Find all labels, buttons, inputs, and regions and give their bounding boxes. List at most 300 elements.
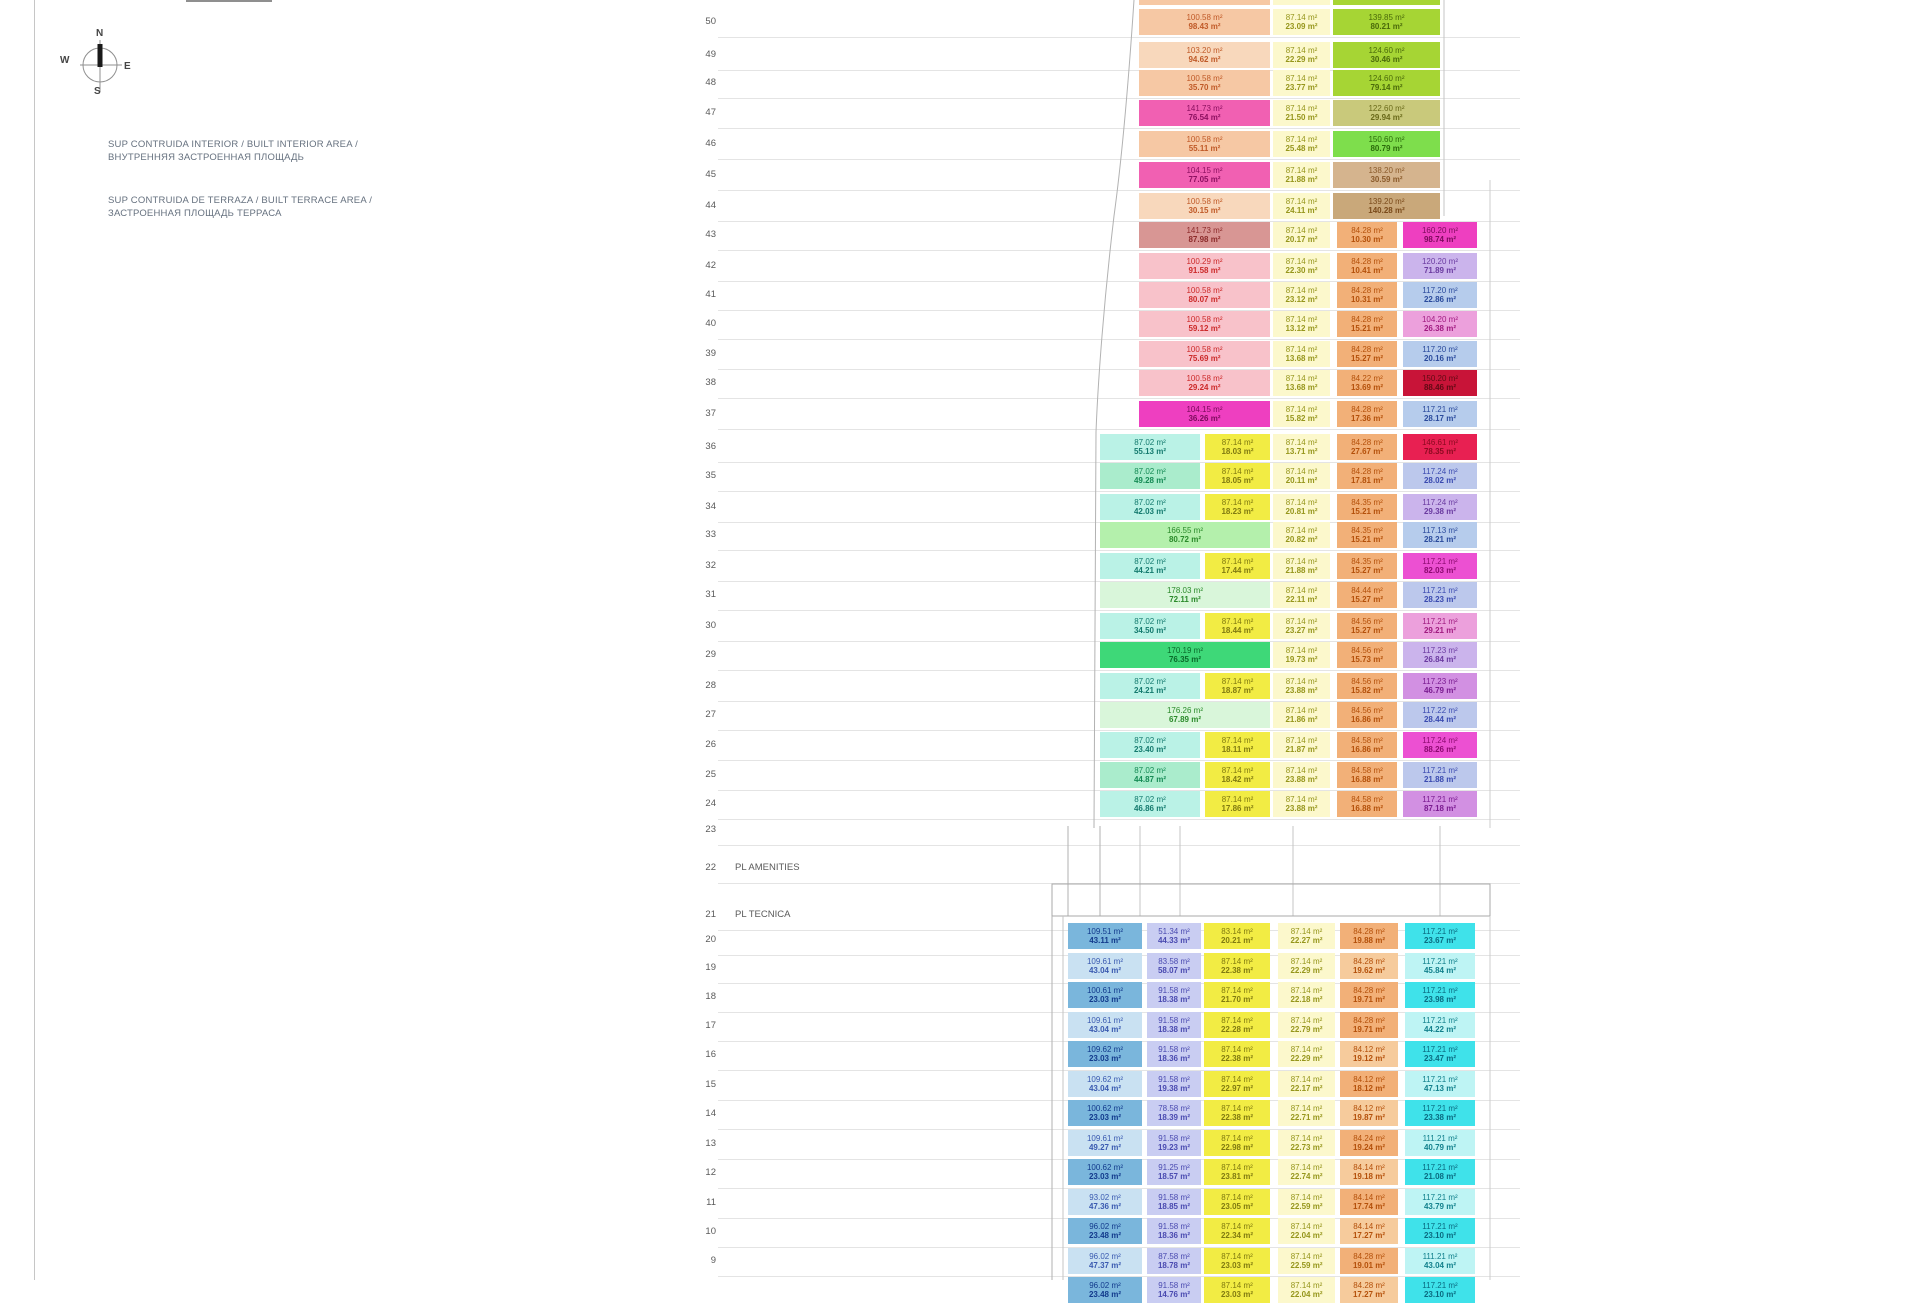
grid-line: [718, 610, 1520, 611]
area-cell: [1205, 463, 1270, 489]
interior-area-value: 87.14 m²: [1221, 765, 1254, 775]
terrace-area-value: 19.71 m²: [1352, 1025, 1386, 1034]
interior-area-value: 87.14 m²: [1285, 45, 1318, 55]
area-cell: [1100, 494, 1200, 520]
area-cell: [1278, 953, 1335, 979]
terrace-area-value: 18.85 m²: [1157, 1202, 1191, 1211]
interior-area-value: 87.02 m²: [1134, 735, 1166, 745]
terrace-area-value: 19.18 m²: [1352, 1172, 1386, 1181]
interior-area-value: 104.15 m²: [1186, 165, 1223, 175]
interior-area-value: 109.51 m²: [1086, 926, 1124, 936]
terrace-area-value: 44.33 m²: [1157, 936, 1191, 945]
area-cell: [1205, 553, 1270, 579]
grid-line: [718, 730, 1520, 731]
floor-number: 26: [705, 739, 716, 750]
interior-area-value: 87.14 m²: [1285, 196, 1318, 206]
area-cell: [1278, 982, 1335, 1008]
floor-number: 28: [705, 680, 716, 691]
terrace-area-value: 18.38 m²: [1157, 1025, 1191, 1034]
interior-area-value: 117.20 m²: [1422, 285, 1458, 295]
area-cell: [1205, 613, 1270, 639]
terrace-area-value: 23.81 m²: [1220, 1172, 1254, 1181]
area-cell: [1278, 923, 1335, 949]
area-cell: [1333, 131, 1440, 157]
terrace-area-value: 21.08 m²: [1423, 1172, 1457, 1181]
terrace-area-value: 13.12 m²: [1285, 324, 1318, 333]
interior-area-value: 87.14 m²: [1285, 466, 1318, 476]
area-cell: [1147, 1041, 1201, 1067]
interior-area-value: 100.58 m²: [1186, 344, 1223, 354]
terrace-area-value: 15.21 m²: [1350, 507, 1384, 516]
area-cell: [1405, 1012, 1475, 1038]
interior-area-value: 93.02 m²: [1089, 1192, 1121, 1202]
terrace-area-value: 21.88 m²: [1285, 175, 1318, 184]
terrace-area-value: 23.09 m²: [1285, 22, 1318, 31]
terrace-area-value: 40.79 m²: [1423, 1143, 1457, 1152]
area-cell: [1333, 9, 1440, 35]
compass-south-label: S: [94, 86, 101, 97]
interior-area-value: 96.02 m²: [1089, 1221, 1121, 1231]
interior-area-value: 87.14 m²: [1290, 1280, 1323, 1290]
area-cell: [1337, 732, 1397, 758]
interior-area-value: 91.58 m²: [1158, 1192, 1190, 1202]
area-cell: [1337, 434, 1397, 460]
area-cell: [1403, 311, 1477, 337]
floor-number: 19: [705, 962, 716, 973]
area-cell: [1405, 1071, 1475, 1097]
terrace-area-value: 13.68 m²: [1285, 354, 1318, 363]
interior-area-value: 100.62 m²: [1086, 1162, 1124, 1172]
terrace-area-value: 15.27 m²: [1350, 566, 1384, 575]
area-cell: [1337, 341, 1397, 367]
area-cell: [1139, 253, 1270, 279]
terrace-area-value: 19.71 m²: [1352, 995, 1386, 1004]
grid-line: [718, 98, 1520, 99]
interior-area-value: 117.21 m²: [1422, 1103, 1458, 1113]
grid-line: [718, 310, 1520, 311]
terrace-area-value: 16.86 m²: [1350, 715, 1384, 724]
interior-area-value: 117.21 m²: [1422, 556, 1458, 566]
floor-number: 38: [705, 377, 716, 388]
area-cell: [1273, 522, 1330, 548]
area-cell: [1204, 1130, 1270, 1156]
grid-line: [718, 221, 1520, 222]
area-cell: [1403, 434, 1477, 460]
interior-area-value: 117.13 m²: [1422, 525, 1458, 535]
terrace-area-value: 20.16 m²: [1423, 354, 1457, 363]
area-cell: [1273, 370, 1330, 396]
area-cell: [1403, 494, 1477, 520]
interior-area-value: 109.62 m²: [1086, 1074, 1124, 1084]
area-cell: [1204, 1012, 1270, 1038]
floor-number: 15: [705, 1079, 716, 1090]
interior-area-value: 87.14 m²: [1290, 1221, 1323, 1231]
terrace-area-value: 22.79 m²: [1290, 1025, 1323, 1034]
terrace-area-value: 23.88 m²: [1285, 804, 1318, 813]
area-cell: [1100, 463, 1200, 489]
terrace-area-value: 23.03 m²: [1088, 1172, 1122, 1181]
terrace-area-value: 29.21 m²: [1423, 626, 1457, 635]
interior-area-value: 117.21 m²: [1422, 926, 1458, 936]
interior-area-value: 166.55 m²: [1166, 525, 1204, 535]
interior-area-value: 87.14 m²: [1285, 134, 1318, 144]
interior-area-value: 84.28 m²: [1353, 1251, 1385, 1261]
terrace-area-value: 18.05 m²: [1221, 476, 1254, 485]
area-cell: [1403, 642, 1477, 668]
interior-area-value: 84.58 m²: [1351, 794, 1383, 804]
interior-area-value: 150.20 m²: [1421, 373, 1459, 383]
terrace-area-value: 28.02 m²: [1423, 476, 1457, 485]
terrace-area-value: 17.81 m²: [1350, 476, 1384, 485]
legend-terrace-es-en: SUP CONTRUIDA DE TERRAZA / BUILT TERRACE AREA /: [108, 195, 373, 206]
interior-area-value: 87.14 m²: [1285, 794, 1318, 804]
terrace-area-value: 44.87 m²: [1133, 775, 1167, 784]
terrace-area-value: 71.89 m²: [1423, 266, 1457, 275]
area-cell: [1333, 70, 1440, 96]
area-cell: [1403, 401, 1477, 427]
area-cell: [1405, 1041, 1475, 1067]
terrace-area-value: 22.86 m²: [1423, 295, 1457, 304]
terrace-area-value: 80.21 m²: [1370, 22, 1403, 31]
terrace-area-value: 15.27 m²: [1350, 354, 1384, 363]
terrace-area-value: 22.34 m²: [1220, 1231, 1254, 1240]
terrace-area-value: 25.48 m²: [1285, 144, 1318, 153]
floor-number: 33: [705, 529, 716, 540]
terrace-area-value: 76.35 m²: [1168, 655, 1202, 664]
terrace-area-value: 45.84 m²: [1423, 966, 1457, 975]
terrace-area-value: 15.82 m²: [1350, 686, 1384, 695]
area-cell: [1403, 613, 1477, 639]
area-cell: [1337, 494, 1397, 520]
floor-number: 34: [705, 501, 716, 512]
interior-area-value: 100.62 m²: [1086, 1103, 1124, 1113]
area-cell: [1204, 1248, 1270, 1274]
terrace-area-value: 22.98 m²: [1220, 1143, 1254, 1152]
grid-line: [718, 819, 1520, 820]
terrace-area-value: 49.27 m²: [1088, 1143, 1122, 1152]
terrace-area-value: 19.73 m²: [1285, 655, 1318, 664]
terrace-area-value: 10.41 m²: [1350, 266, 1384, 275]
interior-area-value: 83.58 m²: [1158, 956, 1190, 966]
interior-area-value: 109.62 m²: [1086, 1044, 1124, 1054]
terrace-area-value: 17.44 m²: [1221, 566, 1254, 575]
interior-area-value: 87.14 m²: [1285, 103, 1318, 113]
area-cell: [1405, 1218, 1475, 1244]
area-cell: [1403, 673, 1477, 699]
interior-area-value: 117.21 m²: [1422, 404, 1458, 414]
area-cell: [1147, 953, 1201, 979]
terrace-area-value: 18.38 m²: [1157, 995, 1191, 1004]
interior-area-value: 87.14 m²: [1221, 1133, 1253, 1143]
interior-area-value: 87.02 m²: [1134, 556, 1166, 566]
terrace-area-value: 15.73 m²: [1350, 655, 1384, 664]
grid-line: [718, 398, 1520, 399]
area-cell: [1405, 1248, 1475, 1274]
interior-area-value: 87.14 m²: [1285, 165, 1318, 175]
terrace-area-value: 75.69 m²: [1188, 354, 1221, 363]
floor-number: 50: [705, 16, 716, 27]
interior-area-value: 178.03 m²: [1166, 585, 1204, 595]
terrace-area-value: 28.21 m²: [1423, 535, 1457, 544]
terrace-area-value: 87.98 m²: [1188, 235, 1221, 244]
area-cell: [1147, 1071, 1201, 1097]
area-cell: [1139, 311, 1270, 337]
floor-number: 39: [705, 348, 716, 359]
area-cell: [1147, 1218, 1201, 1244]
terrace-area-value: 22.59 m²: [1290, 1202, 1323, 1211]
interior-area-value: 117.22 m²: [1422, 705, 1458, 715]
terrace-area-value: 23.47 m²: [1423, 1054, 1457, 1063]
terrace-area-value: 36.26 m²: [1188, 414, 1221, 423]
terrace-area-value: 47.37 m²: [1088, 1261, 1122, 1270]
area-cell: [1340, 1218, 1398, 1244]
interior-area-value: 87.14 m²: [1221, 735, 1254, 745]
interior-area-value: 91.58 m²: [1158, 1015, 1190, 1025]
terrace-area-value: 18.23 m²: [1221, 507, 1254, 516]
interior-area-value: 87.14 m²: [1290, 1251, 1323, 1261]
interior-area-value: 139.20 m²: [1368, 196, 1405, 206]
area-cell: [1147, 1012, 1201, 1038]
interior-area-value: 87.14 m²: [1290, 1044, 1323, 1054]
interior-area-value: 87.14 m²: [1285, 616, 1318, 626]
area-cell: [1340, 1248, 1398, 1274]
interior-area-value: 150.60 m²: [1368, 134, 1405, 144]
interior-area-value: 100.58 m²: [1186, 196, 1223, 206]
interior-area-value: 83.14 m²: [1221, 926, 1253, 936]
area-cell: [1333, 162, 1440, 188]
interior-area-value: 91.25 m²: [1158, 1162, 1190, 1172]
interior-area-value: 138.20 m²: [1368, 165, 1405, 175]
area-cell: [1273, 42, 1330, 68]
terrace-area-value: 18.57 m²: [1157, 1172, 1191, 1181]
terrace-area-value: 18.78 m²: [1157, 1261, 1191, 1270]
terrace-area-value: 80.79 m²: [1370, 144, 1403, 153]
area-cell: [1147, 923, 1201, 949]
floor-number: 21: [705, 909, 716, 920]
terrace-area-value: 20.81 m²: [1285, 507, 1318, 516]
area-cell: [1205, 673, 1270, 699]
terrace-area-value: 35.70 m²: [1188, 83, 1221, 92]
terrace-area-value: 10.31 m²: [1350, 295, 1384, 304]
area-cell: [1405, 1159, 1475, 1185]
area-cell: [1147, 1248, 1201, 1274]
terrace-area-value: 47.36 m²: [1088, 1202, 1122, 1211]
area-cell: [1405, 982, 1475, 1008]
interior-area-value: 87.14 m²: [1221, 676, 1254, 686]
terrace-area-value: 80.07 m²: [1188, 295, 1221, 304]
interior-area-value: 84.28 m²: [1351, 466, 1383, 476]
interior-area-value: 87.14 m²: [1290, 1103, 1323, 1113]
grid-line: [718, 670, 1520, 671]
area-cell: [1403, 341, 1477, 367]
area-cell: [1403, 582, 1477, 608]
area-cell: [1403, 553, 1477, 579]
area-cell: [1139, 42, 1270, 68]
area-cell: [1100, 673, 1200, 699]
terrace-area-value: 21.86 m²: [1285, 715, 1318, 724]
area-cell: [1337, 702, 1397, 728]
area-cell: [1204, 923, 1270, 949]
interior-area-value: 87.14 m²: [1221, 1280, 1253, 1290]
interior-area-value: 87.14 m²: [1221, 1162, 1253, 1172]
area-cell: [1340, 1100, 1398, 1126]
area-cell: [1205, 434, 1270, 460]
terrace-area-value: 27.67 m²: [1350, 447, 1384, 456]
area-cell: [1273, 311, 1330, 337]
terrace-area-value: 30.15 m²: [1188, 206, 1221, 215]
area-cell: [1340, 982, 1398, 1008]
terrace-area-value: 23.67 m²: [1423, 936, 1457, 945]
terrace-area-value: 46.79 m²: [1423, 686, 1457, 695]
area-cell: [1204, 1100, 1270, 1126]
area-cell: [1278, 1159, 1335, 1185]
terrace-area-value: 15.27 m²: [1350, 595, 1384, 604]
interior-area-value: 87.14 m²: [1285, 404, 1318, 414]
terrace-area-value: 76.54 m²: [1188, 113, 1221, 122]
interior-area-value: 87.14 m²: [1221, 497, 1254, 507]
interior-area-value: 84.14 m²: [1353, 1192, 1385, 1202]
floor-number: 31: [705, 589, 716, 600]
interior-area-value: 87.14 m²: [1285, 765, 1318, 775]
grid-line: [718, 883, 1520, 884]
interior-area-value: 117.21 m²: [1422, 616, 1458, 626]
area-cell: [1278, 1277, 1335, 1303]
terrace-area-value: 19.62 m²: [1352, 966, 1386, 975]
terrace-area-value: 23.77 m²: [1285, 83, 1318, 92]
terrace-area-value: 55.11 m²: [1188, 144, 1221, 153]
compass-rose: [58, 26, 142, 102]
terrace-area-value: 98.74 m²: [1423, 235, 1457, 244]
terrace-area-value: 18.03 m²: [1221, 447, 1254, 456]
area-cell: [1273, 0, 1330, 5]
terrace-area-value: 22.04 m²: [1290, 1231, 1323, 1240]
interior-area-value: 87.14 m²: [1221, 616, 1254, 626]
grid-line: [718, 37, 1520, 38]
area-cell: [1139, 162, 1270, 188]
terrace-area-value: 29.38 m²: [1423, 507, 1457, 516]
terrace-area-value: 30.46 m²: [1370, 55, 1403, 64]
floor-number: 41: [705, 289, 716, 300]
terrace-area-value: 22.38 m²: [1220, 1054, 1254, 1063]
interior-area-value: 100.61 m²: [1086, 985, 1124, 995]
area-cell: [1273, 100, 1330, 126]
interior-area-value: 84.28 m²: [1351, 256, 1383, 266]
terrace-area-value: 23.48 m²: [1088, 1290, 1122, 1299]
interior-area-value: 146.61 m²: [1421, 437, 1459, 447]
interior-area-value: 84.56 m²: [1351, 676, 1383, 686]
area-cell: [1333, 0, 1440, 5]
area-cell: [1273, 702, 1330, 728]
terrace-area-value: 18.11 m²: [1221, 745, 1254, 754]
interior-area-value: 170.19 m²: [1166, 645, 1204, 655]
floor-number: 10: [705, 1226, 716, 1237]
terrace-area-value: 44.22 m²: [1423, 1025, 1457, 1034]
area-cell: [1337, 370, 1397, 396]
legend-terrace-ru: ЗАСТРОЕННАЯ ПЛОЩАДЬ ТЕРРАСА: [108, 208, 282, 219]
area-cell: [1139, 9, 1270, 35]
terrace-area-value: 21.50 m²: [1285, 113, 1318, 122]
toolbar-remnant: [186, 0, 272, 2]
interior-area-value: 84.35 m²: [1351, 556, 1383, 566]
compass-north-label: N: [96, 28, 104, 39]
interior-area-value: 87.14 m²: [1290, 1133, 1323, 1143]
area-cell: [1147, 1159, 1201, 1185]
interior-area-value: 91.58 m²: [1158, 1044, 1190, 1054]
area-cell: [1278, 1100, 1335, 1126]
terrace-area-value: 17.27 m²: [1352, 1231, 1386, 1240]
terrace-area-value: 18.36 m²: [1157, 1231, 1191, 1240]
terrace-area-value: 13.71 m²: [1285, 447, 1318, 456]
area-cell: [1139, 282, 1270, 308]
terrace-area-value: 22.38 m²: [1220, 1113, 1254, 1122]
area-cell: [1405, 953, 1475, 979]
terrace-area-value: 87.18 m²: [1423, 804, 1457, 813]
area-cell: [1273, 253, 1330, 279]
area-cell: [1147, 982, 1201, 1008]
terrace-area-value: 16.88 m²: [1350, 775, 1384, 784]
terrace-area-value: 98.43 m²: [1188, 22, 1221, 31]
terrace-area-value: 20.11 m²: [1285, 476, 1318, 485]
interior-area-value: 139.85 m²: [1368, 12, 1405, 22]
area-cell: [1403, 791, 1477, 817]
area-cell: [1204, 1218, 1270, 1244]
area-cell: [1147, 1277, 1201, 1303]
area-cell: [1403, 463, 1477, 489]
area-cell: [1403, 762, 1477, 788]
grid-line: [718, 845, 1520, 846]
terrace-area-value: 18.44 m²: [1221, 626, 1254, 635]
grid-line: [718, 281, 1520, 282]
area-cell: [1278, 1041, 1335, 1067]
terrace-area-value: 43.04 m²: [1423, 1261, 1457, 1270]
area-cell: [1100, 732, 1200, 758]
terrace-area-value: 23.05 m²: [1220, 1202, 1254, 1211]
interior-area-value: 117.21 m²: [1422, 1162, 1458, 1172]
interior-area-value: 87.14 m²: [1221, 556, 1254, 566]
area-cell: [1204, 953, 1270, 979]
floor-label: PL TECNICA: [735, 909, 791, 920]
interior-area-value: 87.14 m²: [1285, 525, 1318, 535]
interior-area-value: 87.14 m²: [1221, 1044, 1253, 1054]
area-cell: [1205, 732, 1270, 758]
floor-number: 47: [705, 107, 716, 118]
interior-area-value: 87.02 m²: [1134, 794, 1166, 804]
page-left-border: [34, 0, 35, 1280]
area-cell: [1204, 1189, 1270, 1215]
interior-area-value: 84.28 m²: [1351, 344, 1383, 354]
interior-area-value: 87.14 m²: [1290, 926, 1323, 936]
floor-number: 35: [705, 470, 716, 481]
area-cell: [1139, 193, 1270, 219]
area-cell: [1405, 1100, 1475, 1126]
interior-area-value: 117.21 m²: [1422, 1015, 1458, 1025]
area-cell: [1204, 1041, 1270, 1067]
terrace-area-value: 15.27 m²: [1350, 626, 1384, 635]
interior-area-value: 84.58 m²: [1351, 735, 1383, 745]
interior-area-value: 87.14 m²: [1285, 705, 1318, 715]
floor-number: 12: [705, 1167, 716, 1178]
interior-area-value: 87.14 m²: [1221, 1103, 1253, 1113]
grid-line: [718, 159, 1520, 160]
interior-area-value: 87.14 m²: [1290, 1015, 1323, 1025]
terrace-area-value: 22.18 m²: [1290, 995, 1323, 1004]
terrace-area-value: 23.88 m²: [1285, 686, 1318, 695]
floor-number: 13: [705, 1138, 716, 1149]
interior-area-value: 87.14 m²: [1285, 256, 1318, 266]
area-cell: [1405, 923, 1475, 949]
area-cell: [1273, 553, 1330, 579]
interior-area-value: 87.14 m²: [1285, 73, 1318, 83]
